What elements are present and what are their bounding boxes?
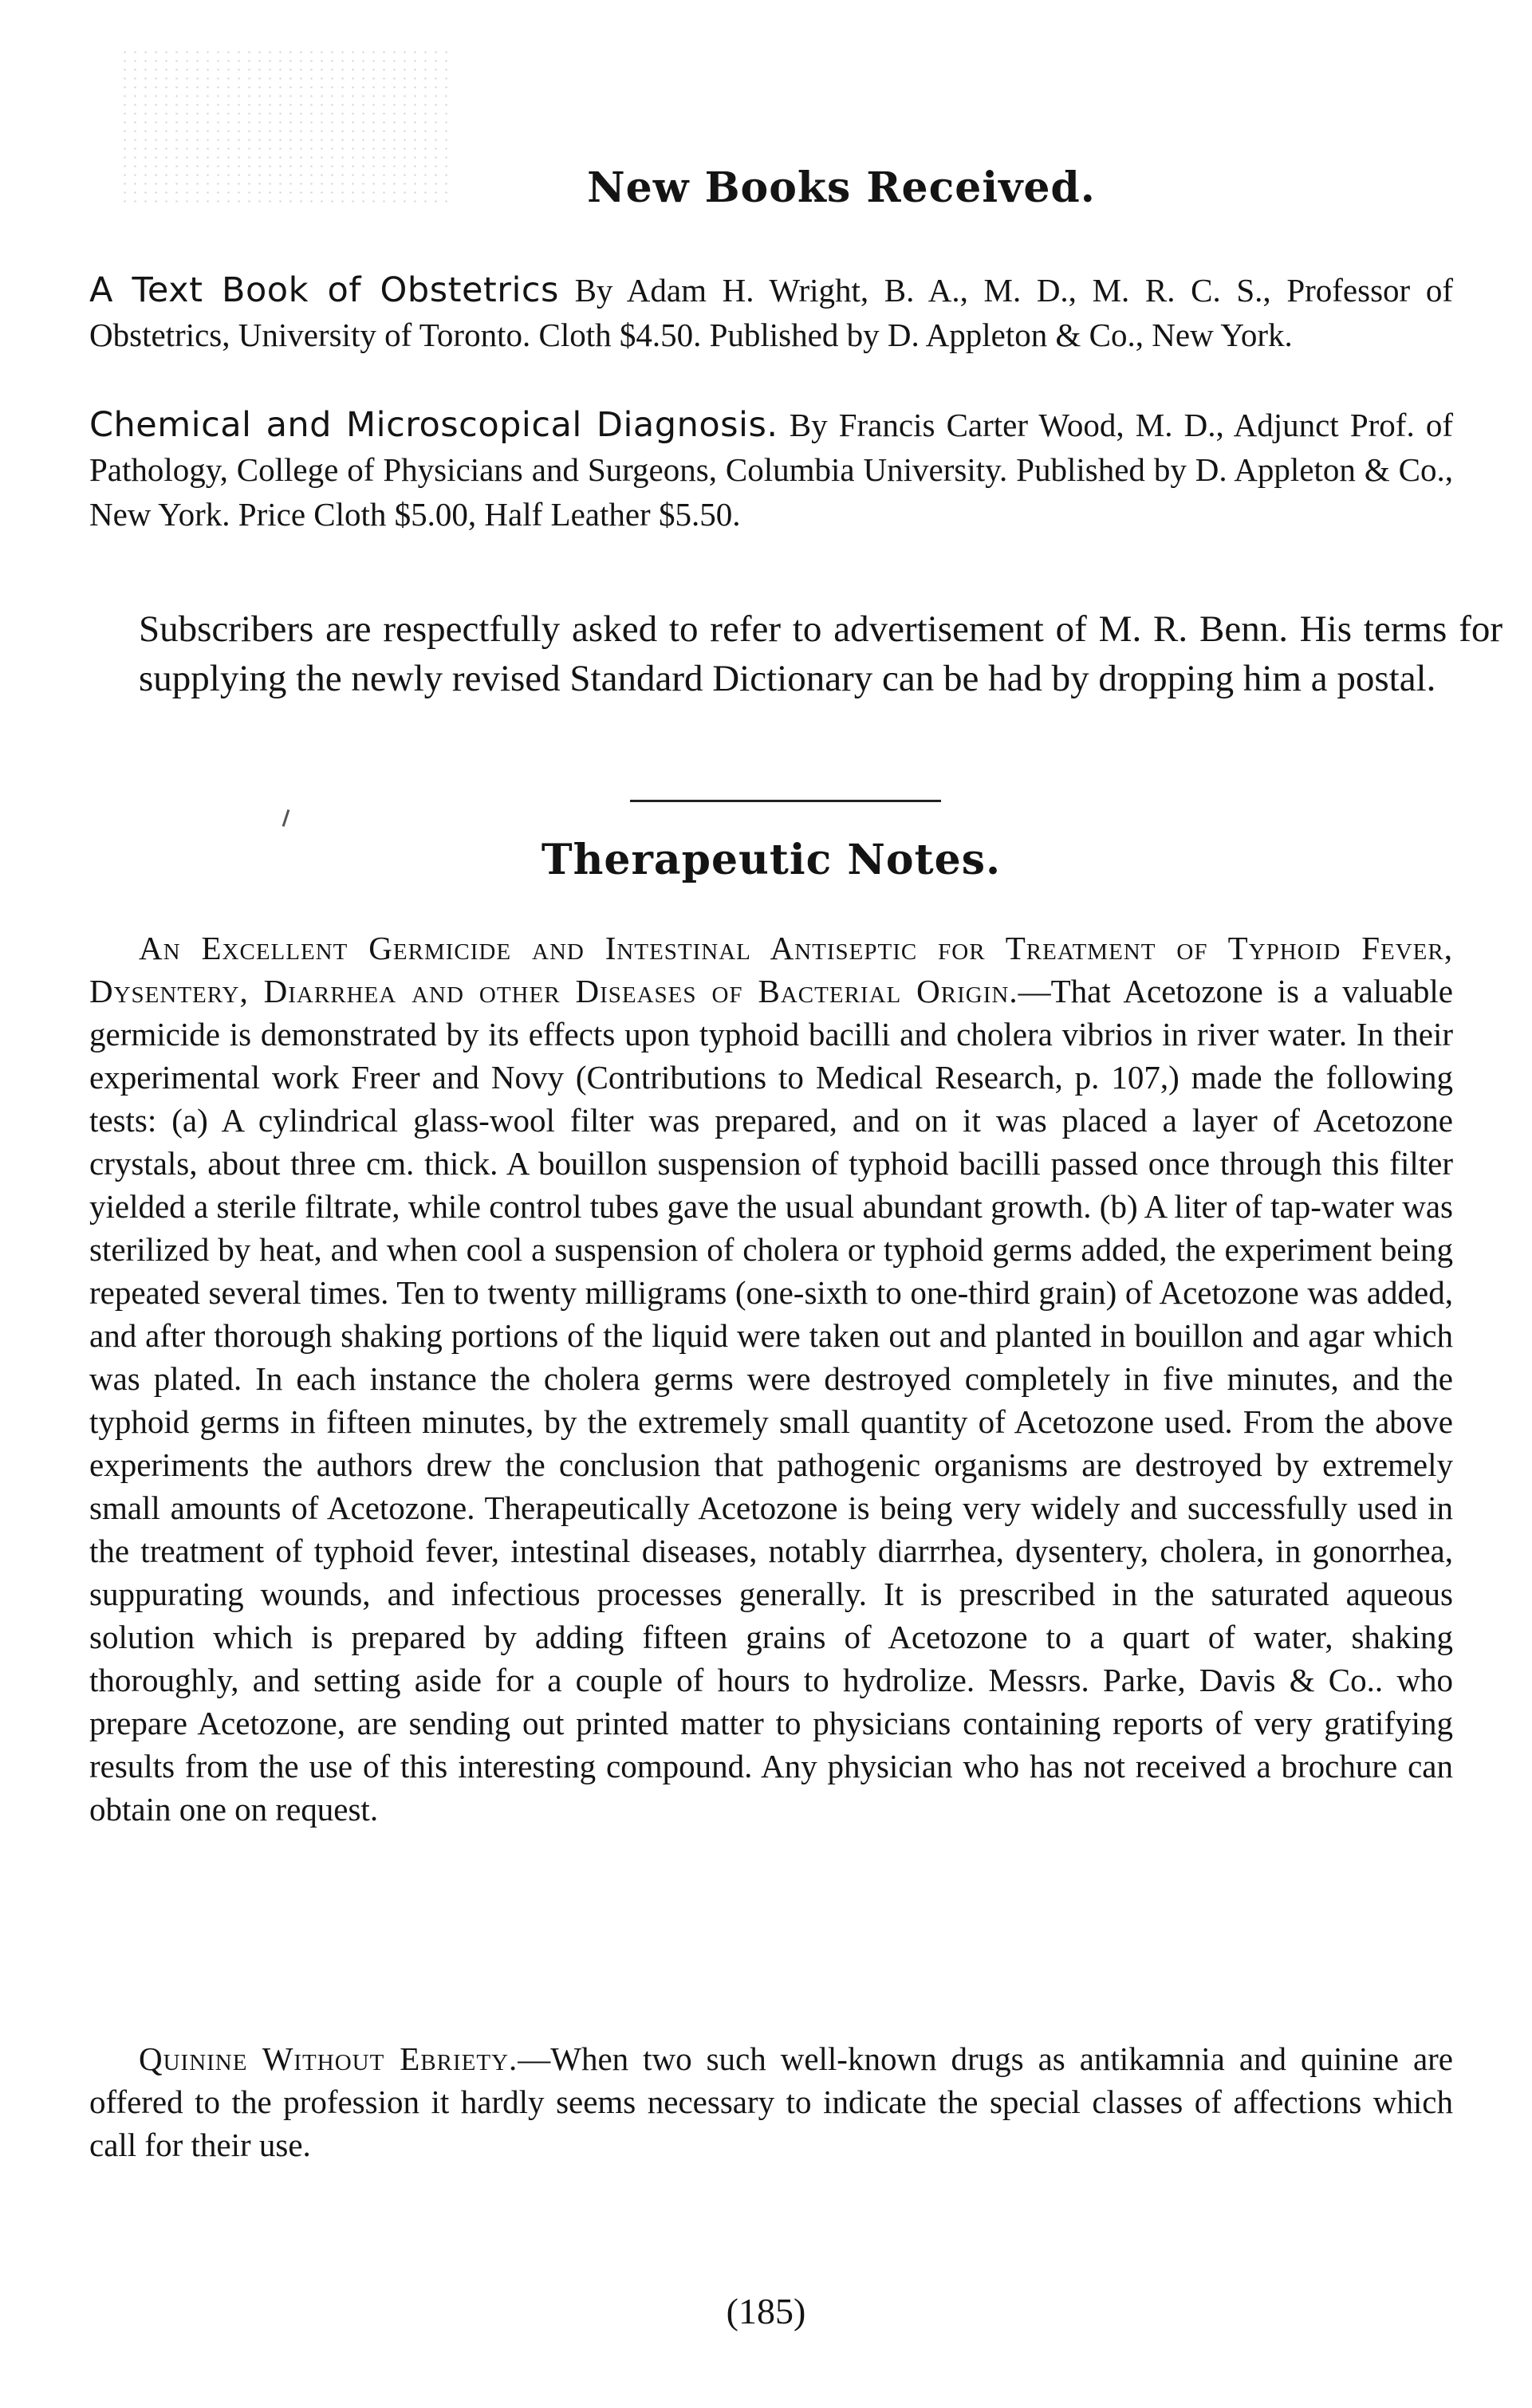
- article-lead: An Excellent Germicide and Intestinal Antiseptic for Treatment of Typhoid Fever, Dysentery, Diarrhea and other Diseases of Bacterial Origin.: [89, 930, 1453, 1009]
- therapeutic-notes-heading: Therapeutic Notes.: [541, 836, 1002, 884]
- book-title: Chemical and Microscopical Diagnosis.: [89, 405, 778, 445]
- subscriber-notice: Subscribers are respectfully asked to refer to advertisement of M. R. Benn. His terms for supplying the newly revised Standard Dictionary can be had by dropping him a postal.: [139, 608, 1502, 699]
- article-quinine: [89, 2037, 1453, 2166]
- book-details: By Francis Carter Wood, M. D., Adjunct Prof. of Pathology, College of Physicians and Surgeons, Columbia University. Published by D. Appleton & Co., New York. Price Cloth $5.00, Half Leather $5.50.: [89, 407, 1454, 533]
- book-entry-obstetrics: [89, 268, 1453, 357]
- article-text: —That Acetozone is a valuable germicide is demonstrated by its effects upon typhoid bacilli and cholera vibrios in river water. In their experimental work Freer and Novy (Contributions to Medical Research, p. 107,) made the following tests: (a) A cylindrical glass-wool filter was prepared, and on it was placed a layer of Acetozone crystals, about three cm. thick. A bouillon suspension of typhoid bacilli passed once through this filter yielded a sterile filtrate, while control tubes gave the usual abundant growth. (b) A liter of tap-water was sterilized by heat, and when cool a suspension of cholera or typhoid germs added, the experiment being repeated several times. Ten to twenty milligrams (one-sixth to one-third grain) of Acetozone was added, and after thorough shaking portions of the liquid were taken out and planted in bouillon and agar which was plated. In each instance the cholera germs were destroyed completely in five minutes, and the typhoid germs in fifteen minutes, by the extremely small quantity of Acetozone used. From the above experiments the authors drew the conclusion that pathogenic organisms are destroyed by extremely small amounts of Acetozone. Therapeutically Acetozone is being very widely and successfully used in the treatment of typhoid fever, intestinal diseases, notably diarrrhea, dysentery, cholera, in gonorrhea, suppurating wounds, and infectious processes generally. It is prescribed in the saturated aqueous solution which is prepared by adding fifteen grains of Acetozone to a quart of water, shaking thoroughly, and setting aside for a couple of hours to hydrolize. Messrs. Parke, Davis & Co.. who prepare Acetozone, are sending out printed matter to physicians containing reports of very gratifying results from the use of this interesting compound. Any physician who has not received a brochure can obtain one on request.: [89, 973, 1453, 1828]
- new-books-heading: New Books Received.: [587, 163, 1096, 212]
- article-acetozone: [89, 927, 1453, 1831]
- stray-mark: [282, 809, 290, 827]
- book-entry-diagnosis: [89, 403, 1453, 537]
- section-divider: [630, 800, 941, 802]
- article-text: —When two such well-known drugs as antikamnia and quinine are offered to the profession it hardly seems necessary to indicate the special classes of affections which call for their use.: [89, 2040, 1453, 2163]
- book-details: By Adam H. Wright, B. A., M. D., M. R. C. S., Professor of Obstetrics, University of Toronto. Cloth $4.50. Published by D. Appleton & Co., New York.: [89, 272, 1453, 353]
- page-number: (185): [726, 2291, 806, 2331]
- book-title: A Text Book of Obstetrics: [89, 270, 559, 310]
- article-lead: Quinine Without Ebriety.: [139, 2040, 518, 2077]
